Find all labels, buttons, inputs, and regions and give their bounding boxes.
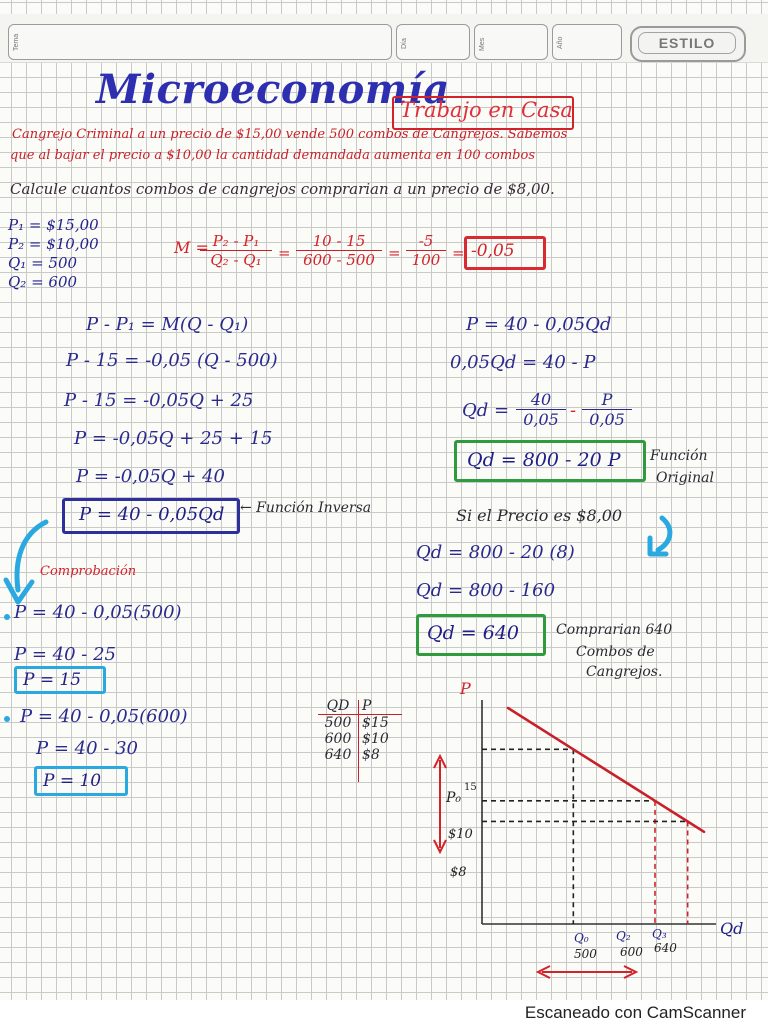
result-note-2: Combos de [576,644,655,660]
x-axis-label: Qd [720,919,744,938]
left-step-4: P = -0,05Q + 25 + 15 [74,428,273,449]
inverse-function-label: ← Función Inversa [240,500,372,516]
qd-frac-2 [582,390,632,429]
given-q2: Q₂ = 600 [8,273,78,291]
slope-frac3-den: 100 [406,250,446,269]
result-note-3: Cangrejos. [586,664,663,680]
x-tick-value-600: 600 [620,945,643,959]
price-statement: Si el Precio es $8,00 [456,506,623,525]
given-p2: P₂ = $10,00 [8,235,99,253]
x-tick-value-640: 640 [654,941,677,955]
demand-chart [420,676,760,992]
field-year-label: Año [557,36,564,49]
page-subtitle: Trabajo en Casa [400,98,573,122]
check-b-step-2: P = 40 - 30 [36,738,138,759]
check-a-result-box [14,666,106,694]
y-tick-8: $8 [450,865,467,880]
original-label-2: Original [656,470,714,486]
original-function-box [454,440,646,482]
x-tick-value-500: 500 [574,947,597,961]
field-day-box [396,24,470,60]
brand-badge [630,26,746,62]
table-cell: $10 [362,731,389,747]
qd-frac-2-den: 0,05 [582,409,632,429]
table-row [318,731,402,747]
demand-line [508,708,704,832]
bullet-dot [4,614,10,620]
table-row [318,747,402,763]
statement-line-2: que al bajar el precio a $10,00 la cantidad demandada aumenta en 100 combos [10,148,535,163]
table-cell: $8 [362,747,380,763]
original-function: Qd = 800 - 20 P [467,449,621,471]
check-b-result: P = 10 [43,771,102,791]
original-label-1: Función [650,448,708,464]
left-step-3: P - 15 = -0,05Q + 25 [64,390,254,411]
slope-frac2-den: 600 - 500 [296,250,382,269]
check-a-step-1: P = 40 - 0,05(500) [14,602,182,623]
price-change-arrow [434,756,446,852]
table-cell: 500 [324,715,352,731]
right-step-2: 0,05Qd = 40 - P [450,352,596,373]
field-year-box [552,24,622,60]
inverse-function-box [62,498,240,534]
notebook-header [0,14,768,63]
slope-lhs: M = [174,238,209,257]
y-tick-10: $10 [448,827,473,842]
givens-list [8,216,99,292]
qd-frac-2-num: P [601,390,613,409]
qd-frac-1-num: 40 [530,390,552,409]
table-cell: 640 [324,747,352,763]
check-label: Comprobación [40,564,137,579]
statement-line-1: Cangrejo Criminal a un precio de $15,00 vende 500 combos de Cangrejos. Sabemos [12,127,568,142]
slope-frac1-den: Q₂ - Q₁ [200,250,272,269]
left-step-2: P - 15 = -0,05 (Q - 500) [66,350,278,371]
bullet-dot [4,716,10,722]
qd-frac-1 [516,390,566,429]
scanner-watermark: Escaneado con CamScanner [524,1003,746,1022]
brand-label: ESTILO [638,32,736,54]
slope-result-box [464,236,546,270]
inverse-function: P = 40 - 0,05Qd [79,504,225,525]
check-b-step-1: P = 40 - 0,05(600) [20,706,188,727]
page-title: Microeconomía [96,66,450,113]
subtitle-box [392,96,574,130]
left-step-5: P = -0,05Q + 40 [76,466,225,487]
slope-eq-2: = [388,244,401,262]
y-tick-p0-superscript: 15 [464,782,477,793]
check-a-step-2: P = 40 - 25 [14,644,116,665]
x-tick-q2: Q₂ [616,929,631,943]
slope-eq-3: = [452,244,465,262]
field-name-label: Tema [13,33,20,51]
check-a-result: P = 15 [23,670,82,690]
y-tick-p0: P₀ [446,790,462,806]
given-p1: P₁ = $15,00 [8,216,99,234]
table-header-row [318,698,402,715]
x-tick-q3: Q₃ [652,927,667,941]
title-block [96,66,450,113]
check-b-result-box [34,766,128,796]
result-box [416,614,546,656]
table-cell: 600 [324,731,352,747]
y-axis-label: P [460,679,471,698]
given-q1: Q₁ = 500 [8,254,78,272]
table-header-qd: QD [326,698,350,714]
result-note-1: Comprarian 640 [556,622,673,638]
result-value: Qd = 640 [427,622,520,644]
slope-frac2-num: 10 - 15 [312,232,366,250]
chart-marks [482,708,704,924]
curved-arrow-left [0,516,60,606]
left-step-1: P - P₁ = M(Q - Q₁) [86,314,249,335]
quantity-change-arrow [538,966,636,978]
field-month-label: Mes [479,37,486,51]
slope-fraction-2 [296,232,382,269]
slope-frac3-num: -5 [418,232,434,250]
curved-arrow-right [636,512,686,562]
qd-frac-minus: - [570,400,577,421]
right-calc-1: Qd = 800 - 20 (8) [416,542,575,563]
slope-frac1-num: P₂ - P₁ [212,232,260,250]
table-row [318,715,402,731]
slope-fraction-1 [200,232,272,269]
slope-fraction-3 [406,232,446,269]
field-name-box [8,24,392,60]
qd-frac-1-den: 0,05 [516,409,566,429]
table-cell: $15 [362,715,389,731]
field-day-label: Día [401,38,408,49]
right-calc-2: Qd = 800 - 160 [416,580,556,601]
x-tick-q0: Q₀ [574,931,589,945]
right-step-1: P = 40 - 0,05Qd [466,314,612,335]
table-header-p: P [362,698,372,714]
slope-eq-1: = [278,244,291,262]
table-divider [358,700,359,782]
qd-frac-lhs: Qd = [462,400,510,421]
field-month-box [474,24,548,60]
demand-table [318,698,402,763]
slope-result: -0,05 [471,241,515,261]
question-text: Calcule cuantos combos de cangrejos comprarian a un precio de $8,00. [10,180,555,198]
